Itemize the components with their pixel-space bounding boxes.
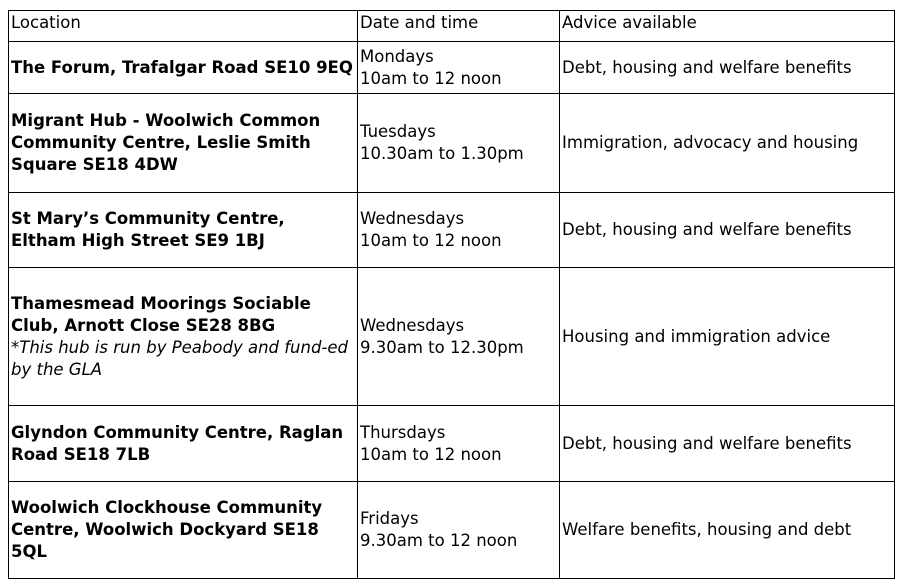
advice-hubs-table bbox=[8, 10, 895, 579]
day-label: Tuesdays bbox=[360, 122, 436, 141]
header-advice: Advice available bbox=[560, 11, 895, 42]
location-cell bbox=[9, 482, 358, 579]
day-label: Thursdays bbox=[360, 422, 446, 442]
advice-cell: Welfare benefits, housing and debt bbox=[560, 482, 895, 579]
location-cell bbox=[9, 268, 358, 406]
time-label: 10am to 12 noon bbox=[360, 68, 502, 88]
location-note: *This hub is run by Peabody and fund-ed by the GLA bbox=[11, 337, 349, 379]
date-time-cell bbox=[358, 193, 560, 268]
table-row bbox=[9, 42, 895, 94]
day-label: Wednesdays bbox=[360, 315, 465, 335]
location-name: Migrant Hub - Woolwich Common Community Centre, Leslie Smith Square SE18 4DW bbox=[11, 111, 321, 174]
date-time-cell bbox=[358, 482, 560, 579]
date-time-cell bbox=[358, 406, 560, 482]
advice-cell: Housing and immigration advice bbox=[560, 268, 895, 406]
time-label: 10.30am to 1.30pm bbox=[360, 144, 524, 163]
header-location: Location bbox=[9, 11, 358, 42]
date-time-cell bbox=[358, 268, 560, 406]
location-name: Woolwich Clockhouse Community Centre, Woolwich Dockyard SE18 5QL bbox=[11, 498, 323, 561]
time-label: 10am to 12 noon bbox=[360, 444, 502, 464]
time-label: 9.30am to 12 noon bbox=[360, 531, 518, 550]
advice-cell: Debt, housing and welfare benefits bbox=[560, 193, 895, 268]
day-label: Mondays bbox=[360, 46, 434, 66]
day-label: Wednesdays bbox=[360, 209, 465, 228]
day-label: Fridays bbox=[360, 509, 419, 528]
table-row bbox=[9, 406, 895, 482]
location-name: Thamesmead Moorings Sociable Club, Arnott Close SE28 8BG bbox=[11, 293, 311, 335]
table-row bbox=[9, 193, 895, 268]
table-header-row bbox=[9, 11, 895, 42]
header-date-time: Date and time bbox=[358, 11, 560, 42]
table-row bbox=[9, 268, 895, 406]
location-cell bbox=[9, 406, 358, 482]
date-time-cell bbox=[358, 94, 560, 193]
advice-cell: Debt, housing and welfare benefits bbox=[560, 42, 895, 94]
table-row bbox=[9, 482, 895, 579]
time-label: 10am to 12 noon bbox=[360, 231, 502, 250]
location-cell bbox=[9, 193, 358, 268]
location-name: The Forum, Trafalgar Road SE10 9EQ bbox=[11, 57, 353, 77]
advice-cell: Immigration, advocacy and housing bbox=[560, 94, 895, 193]
location-cell bbox=[9, 94, 358, 193]
location-name: Glyndon Community Centre, Raglan Road SE18 7LB bbox=[11, 422, 344, 464]
location-cell bbox=[9, 42, 358, 94]
table-row bbox=[9, 94, 895, 193]
date-time-cell bbox=[358, 42, 560, 94]
advice-cell: Debt, housing and welfare benefits bbox=[560, 406, 895, 482]
location-name: St Mary’s Community Centre, Eltham High Street SE9 1BJ bbox=[11, 209, 285, 250]
time-label: 9.30am to 12.30pm bbox=[360, 337, 524, 357]
